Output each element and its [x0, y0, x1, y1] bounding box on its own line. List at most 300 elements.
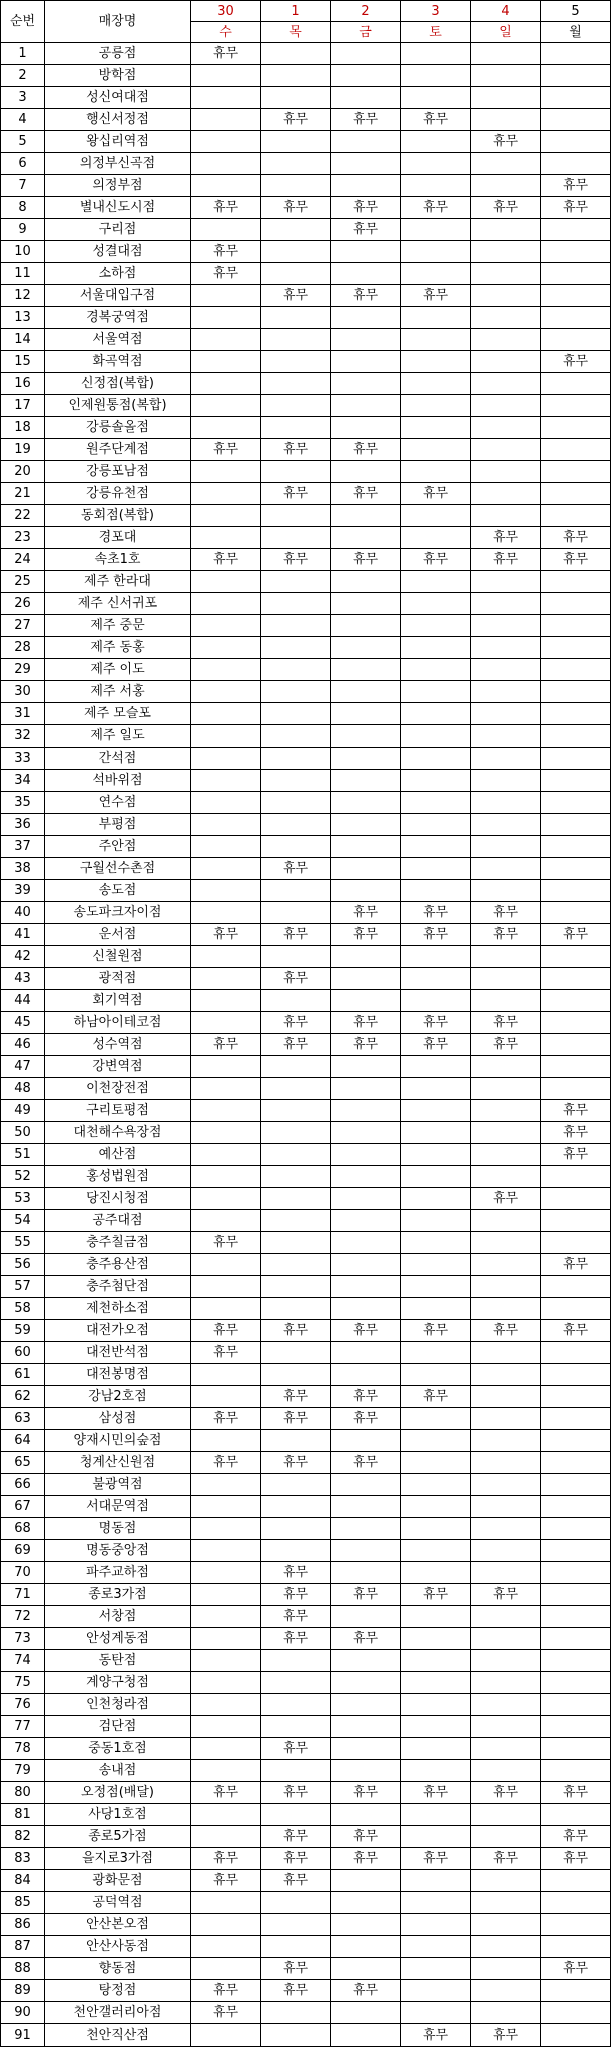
store-name-cell: 명동점 [45, 1518, 191, 1540]
closure-cell [261, 725, 331, 747]
store-name-cell: 제주 동홍 [45, 637, 191, 659]
closure-cell [471, 219, 541, 241]
closure-cell [261, 527, 331, 549]
closure-cell: 휴무 [401, 923, 471, 945]
row-number-cell: 25 [1, 571, 45, 593]
table-row [1, 1628, 611, 1650]
closure-cell [191, 417, 261, 439]
closure-cell [191, 659, 261, 681]
row-number-cell: 51 [1, 1143, 45, 1165]
closure-cell [471, 307, 541, 329]
closure-cell: 휴무 [471, 1033, 541, 1055]
table-row [1, 1275, 611, 1297]
store-name-cell: 송도점 [45, 879, 191, 901]
closure-cell [541, 967, 611, 989]
row-number-cell: 71 [1, 1584, 45, 1606]
closure-cell [401, 1650, 471, 1672]
closure-cell [331, 1672, 401, 1694]
closure-cell: 휴무 [261, 1980, 331, 2002]
closure-cell [331, 1055, 401, 1077]
closure-cell [261, 879, 331, 901]
closure-cell [261, 2024, 331, 2047]
closure-cell [541, 1165, 611, 1187]
closure-cell [541, 879, 611, 901]
row-number-cell: 27 [1, 615, 45, 637]
closure-cell [331, 1253, 401, 1275]
closure-cell [261, 1253, 331, 1275]
row-number-cell: 73 [1, 1628, 45, 1650]
closure-cell [191, 1474, 261, 1496]
closure-cell [191, 505, 261, 527]
row-number-cell: 11 [1, 263, 45, 285]
closure-cell [471, 1936, 541, 1958]
column-header-weekday: 월 [541, 22, 611, 43]
table-body [1, 43, 611, 2047]
closure-cell [191, 747, 261, 769]
store-name-cell: 주안점 [45, 835, 191, 857]
closure-cell [191, 461, 261, 483]
closure-cell [331, 131, 401, 153]
closure-cell [541, 1209, 611, 1231]
store-name-cell: 광적점 [45, 967, 191, 989]
row-number-cell: 6 [1, 153, 45, 175]
closure-cell [401, 791, 471, 813]
closure-cell [471, 681, 541, 703]
store-name-cell: 동탄점 [45, 1650, 191, 1672]
closure-cell [331, 329, 401, 351]
closure-cell [401, 1209, 471, 1231]
closure-cell [261, 615, 331, 637]
closure-cell: 휴무 [331, 923, 401, 945]
closure-cell: 휴무 [191, 1033, 261, 1055]
closure-cell [191, 1672, 261, 1694]
row-number-cell: 21 [1, 483, 45, 505]
store-name-cell: 제주 중문 [45, 615, 191, 637]
row-number-cell: 5 [1, 131, 45, 153]
closure-cell [541, 1738, 611, 1760]
store-name-cell: 제천하소점 [45, 1297, 191, 1319]
closure-cell [331, 1738, 401, 1760]
closure-cell [261, 1231, 331, 1253]
closure-cell: 휴무 [261, 1319, 331, 1341]
table-row [1, 615, 611, 637]
store-name-cell: 부평점 [45, 813, 191, 835]
table-row [1, 461, 611, 483]
closure-cell: 휴무 [471, 1187, 541, 1209]
closure-cell [471, 1275, 541, 1297]
row-number-cell: 79 [1, 1760, 45, 1782]
table-row [1, 153, 611, 175]
store-name-cell: 소하점 [45, 263, 191, 285]
closure-cell [541, 417, 611, 439]
column-header-date: 1 [261, 1, 331, 22]
closure-cell [331, 1429, 401, 1451]
closure-cell [541, 439, 611, 461]
closure-cell: 휴무 [261, 439, 331, 461]
closure-cell [541, 945, 611, 967]
closure-cell [261, 637, 331, 659]
closure-cell [471, 813, 541, 835]
closure-cell: 휴무 [331, 1011, 401, 1033]
row-number-cell: 47 [1, 1055, 45, 1077]
closure-cell [331, 1121, 401, 1143]
row-number-cell: 15 [1, 351, 45, 373]
closure-cell: 휴무 [261, 967, 331, 989]
closure-cell [541, 1363, 611, 1385]
store-name-cell: 홍성법원점 [45, 1165, 191, 1187]
row-number-cell: 70 [1, 1562, 45, 1584]
table-row [1, 87, 611, 109]
closure-cell: 휴무 [261, 1452, 331, 1474]
closure-cell [471, 1958, 541, 1980]
table-row [1, 1716, 611, 1738]
closure-cell [471, 1606, 541, 1628]
closure-cell: 휴무 [401, 1319, 471, 1341]
closure-cell [331, 637, 401, 659]
column-header-date: 5 [541, 1, 611, 22]
closure-cell [191, 879, 261, 901]
closure-cell [191, 1958, 261, 1980]
closure-cell [541, 1231, 611, 1253]
closure-cell [331, 43, 401, 65]
row-number-cell: 86 [1, 1914, 45, 1936]
table-row [1, 1782, 611, 1804]
closure-cell [331, 791, 401, 813]
closure-cell [191, 1121, 261, 1143]
closure-cell [261, 989, 331, 1011]
closure-cell [261, 395, 331, 417]
store-name-cell: 계양구청점 [45, 1672, 191, 1694]
closure-cell [471, 615, 541, 637]
closure-cell [471, 1297, 541, 1319]
closure-cell [401, 1826, 471, 1848]
store-name-cell: 안산사동점 [45, 1936, 191, 1958]
closure-cell: 휴무 [541, 1826, 611, 1848]
table-row [1, 131, 611, 153]
closure-cell [471, 945, 541, 967]
closure-cell [261, 505, 331, 527]
column-header-no: 순번 [1, 1, 45, 43]
closure-cell [331, 1716, 401, 1738]
closure-cell [261, 1077, 331, 1099]
closure-cell [541, 1496, 611, 1518]
closure-cell [541, 1606, 611, 1628]
row-number-cell: 28 [1, 637, 45, 659]
closure-cell [471, 2002, 541, 2024]
row-number-cell: 49 [1, 1099, 45, 1121]
row-number-cell: 72 [1, 1606, 45, 1628]
closure-cell [471, 1980, 541, 2002]
closure-cell: 휴무 [191, 1231, 261, 1253]
closure-cell [541, 1804, 611, 1826]
closure-cell [541, 1429, 611, 1451]
closure-cell: 휴무 [331, 1980, 401, 2002]
closure-cell [401, 1716, 471, 1738]
closure-cell [331, 1275, 401, 1297]
closure-cell: 휴무 [191, 1452, 261, 1474]
row-number-cell: 1 [1, 43, 45, 65]
row-number-cell: 84 [1, 1870, 45, 1892]
row-number-cell: 10 [1, 241, 45, 263]
store-name-cell: 석바위점 [45, 769, 191, 791]
closure-cell [261, 1716, 331, 1738]
closure-cell [261, 1760, 331, 1782]
table-row [1, 901, 611, 923]
closure-cell: 휴무 [401, 2024, 471, 2047]
closure-cell [401, 1143, 471, 1165]
closure-cell [261, 1672, 331, 1694]
closure-cell: 휴무 [401, 1584, 471, 1606]
store-name-cell: 서창점 [45, 1606, 191, 1628]
closure-cell: 휴무 [541, 1121, 611, 1143]
closure-cell [191, 1429, 261, 1451]
closure-cell [471, 1870, 541, 1892]
closure-cell: 휴무 [261, 549, 331, 571]
closure-cell [191, 329, 261, 351]
closure-cell [401, 1936, 471, 1958]
closure-cell [191, 351, 261, 373]
table-row [1, 1165, 611, 1187]
store-name-cell: 안성계동점 [45, 1628, 191, 1650]
closure-cell [401, 593, 471, 615]
closure-cell [401, 131, 471, 153]
row-number-cell: 87 [1, 1936, 45, 1958]
table-row [1, 1496, 611, 1518]
closure-cell [541, 241, 611, 263]
row-number-cell: 37 [1, 835, 45, 857]
row-number-cell: 65 [1, 1452, 45, 1474]
closure-cell [191, 1297, 261, 1319]
closure-cell [331, 703, 401, 725]
closure-cell [471, 1628, 541, 1650]
row-number-cell: 23 [1, 527, 45, 549]
closure-cell: 휴무 [401, 1848, 471, 1870]
row-number-cell: 2 [1, 65, 45, 87]
closure-cell [401, 1914, 471, 1936]
closure-cell [331, 241, 401, 263]
row-number-cell: 52 [1, 1165, 45, 1187]
closure-cell: 휴무 [401, 109, 471, 131]
closure-cell [401, 527, 471, 549]
closure-cell [261, 571, 331, 593]
closure-cell [471, 65, 541, 87]
closure-cell [541, 1650, 611, 1672]
closure-cell [331, 263, 401, 285]
closure-cell [261, 703, 331, 725]
closure-cell [401, 461, 471, 483]
closure-cell [471, 1121, 541, 1143]
table-row [1, 1099, 611, 1121]
closure-cell [401, 1429, 471, 1451]
closure-cell: 휴무 [331, 483, 401, 505]
store-name-cell: 서대문역점 [45, 1496, 191, 1518]
closure-cell: 휴무 [331, 1848, 401, 1870]
closure-cell [471, 1385, 541, 1407]
store-name-cell: 이천장전점 [45, 1077, 191, 1099]
row-number-cell: 42 [1, 945, 45, 967]
closure-cell [401, 681, 471, 703]
closure-cell [541, 1672, 611, 1694]
closure-cell: 휴무 [261, 1848, 331, 1870]
closure-cell: 휴무 [261, 1782, 331, 1804]
store-name-cell: 충주용산점 [45, 1253, 191, 1275]
row-number-cell: 45 [1, 1011, 45, 1033]
store-name-cell: 검단점 [45, 1716, 191, 1738]
closure-cell [191, 1496, 261, 1518]
closure-cell: 휴무 [471, 901, 541, 923]
closure-cell [331, 681, 401, 703]
closure-cell [471, 1209, 541, 1231]
closure-cell [331, 1606, 401, 1628]
store-name-cell: 별내신도시점 [45, 197, 191, 219]
table-row [1, 1429, 611, 1451]
closure-cell: 휴무 [331, 1826, 401, 1848]
table-row [1, 593, 611, 615]
row-number-cell: 22 [1, 505, 45, 527]
closure-cell [541, 593, 611, 615]
closure-cell [261, 1341, 331, 1363]
closure-cell [401, 1694, 471, 1716]
store-name-cell: 속초1호 [45, 549, 191, 571]
closure-cell: 휴무 [331, 439, 401, 461]
closure-cell [401, 307, 471, 329]
closure-cell: 휴무 [471, 1782, 541, 1804]
closure-cell: 휴무 [261, 197, 331, 219]
row-number-cell: 33 [1, 747, 45, 769]
closure-cell [261, 813, 331, 835]
column-header-date: 4 [471, 1, 541, 22]
closure-cell [331, 835, 401, 857]
closure-cell [541, 153, 611, 175]
closure-cell [471, 461, 541, 483]
closure-cell [331, 1892, 401, 1914]
closure-cell [541, 1760, 611, 1782]
store-name-cell: 강릉솔올점 [45, 417, 191, 439]
store-name-cell: 서울역점 [45, 329, 191, 351]
closure-cell [261, 945, 331, 967]
table-header [1, 1, 611, 43]
closure-cell [401, 241, 471, 263]
store-name-cell: 구리점 [45, 219, 191, 241]
table-row [1, 879, 611, 901]
table-row [1, 483, 611, 505]
closure-cell [331, 1143, 401, 1165]
closure-cell [401, 1077, 471, 1099]
closure-cell [331, 1077, 401, 1099]
closure-cell: 휴무 [541, 1253, 611, 1275]
closure-cell: 휴무 [541, 1143, 611, 1165]
row-number-cell: 44 [1, 989, 45, 1011]
row-number-cell: 78 [1, 1738, 45, 1760]
closure-cell [471, 175, 541, 197]
closure-cell [471, 1760, 541, 1782]
store-name-cell: 서울대입구점 [45, 285, 191, 307]
closure-cell [541, 791, 611, 813]
row-number-cell: 20 [1, 461, 45, 483]
row-number-cell: 12 [1, 285, 45, 307]
store-name-cell: 제주 서홍 [45, 681, 191, 703]
closure-cell [471, 1518, 541, 1540]
closure-cell [261, 1496, 331, 1518]
closure-cell [331, 1914, 401, 1936]
closure-cell [401, 1187, 471, 1209]
closure-cell [331, 87, 401, 109]
row-number-cell: 61 [1, 1363, 45, 1385]
closure-cell [541, 1716, 611, 1738]
row-number-cell: 57 [1, 1275, 45, 1297]
table-row [1, 1385, 611, 1407]
closure-cell [191, 967, 261, 989]
table-row [1, 1914, 611, 1936]
store-name-cell: 동회점(복합) [45, 505, 191, 527]
closure-cell: 휴무 [471, 923, 541, 945]
closure-cell: 휴무 [261, 1958, 331, 1980]
closure-cell [401, 1055, 471, 1077]
closure-cell [331, 1540, 401, 1562]
closure-cell: 휴무 [331, 1385, 401, 1407]
row-number-cell: 58 [1, 1297, 45, 1319]
closure-cell [261, 329, 331, 351]
closure-cell [401, 659, 471, 681]
table-row [1, 1143, 611, 1165]
table-row [1, 681, 611, 703]
closure-cell [261, 1540, 331, 1562]
table-row [1, 1253, 611, 1275]
closure-cell [471, 285, 541, 307]
closure-cell [191, 1077, 261, 1099]
closure-cell [401, 835, 471, 857]
closure-cell [541, 1077, 611, 1099]
closure-cell: 휴무 [261, 1385, 331, 1407]
closure-cell [541, 769, 611, 791]
closure-cell [401, 153, 471, 175]
table-row [1, 1760, 611, 1782]
closure-cell: 휴무 [401, 901, 471, 923]
closure-cell: 휴무 [261, 1584, 331, 1606]
table-row [1, 1738, 611, 1760]
closure-cell [191, 1628, 261, 1650]
closure-cell [541, 1892, 611, 1914]
table-row [1, 1958, 611, 1980]
row-number-cell: 77 [1, 1716, 45, 1738]
closure-cell [331, 725, 401, 747]
closure-cell [191, 1936, 261, 1958]
row-number-cell: 60 [1, 1341, 45, 1363]
store-name-cell: 종로3가점 [45, 1584, 191, 1606]
closure-cell: 휴무 [261, 1033, 331, 1055]
closure-cell [331, 351, 401, 373]
closure-cell [541, 43, 611, 65]
closure-cell [191, 483, 261, 505]
closure-cell [191, 703, 261, 725]
closure-cell [401, 1341, 471, 1363]
table-row [1, 351, 611, 373]
row-number-cell: 41 [1, 923, 45, 945]
closure-cell [401, 1099, 471, 1121]
closure-cell: 휴무 [471, 1848, 541, 1870]
row-number-cell: 76 [1, 1694, 45, 1716]
closure-cell [331, 1870, 401, 1892]
closure-cell [471, 1540, 541, 1562]
closure-cell [471, 1672, 541, 1694]
closure-cell [541, 1474, 611, 1496]
row-number-cell: 88 [1, 1958, 45, 1980]
closure-cell: 휴무 [191, 1980, 261, 2002]
row-number-cell: 68 [1, 1518, 45, 1540]
closure-cell [471, 1650, 541, 1672]
closure-cell [261, 153, 331, 175]
closure-cell [331, 879, 401, 901]
